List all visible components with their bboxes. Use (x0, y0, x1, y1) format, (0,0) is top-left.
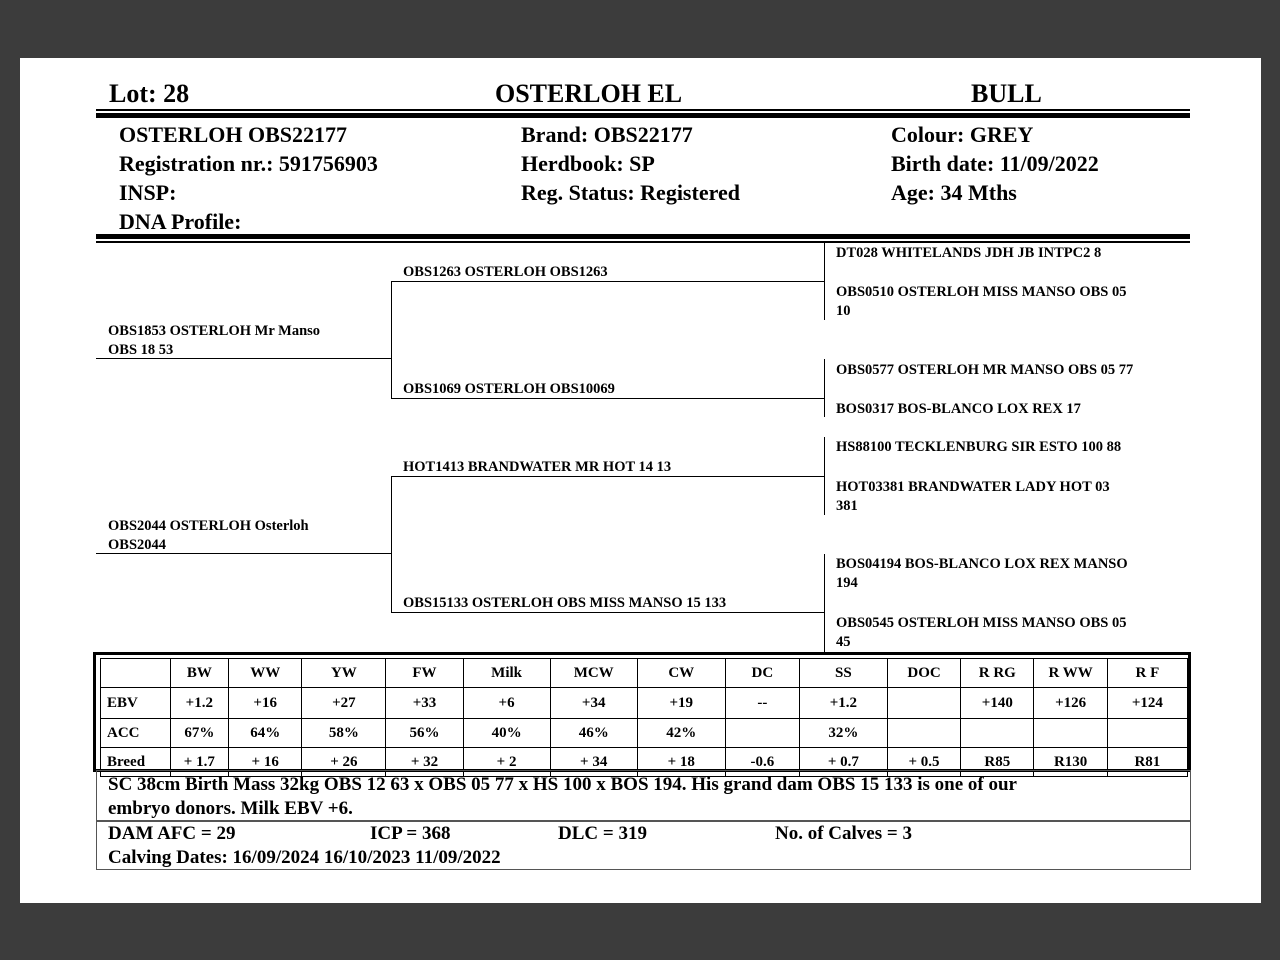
pedigree-g3-5: HS88100 TECKLENBURG SIR ESTO 100 88 (836, 439, 1122, 455)
registration-number: Registration nr.: 591756903 (119, 151, 378, 176)
pedigree-g3-8: OBS0545 OSTERLOH MISS MANSO OBS 05 45 (836, 615, 1127, 650)
dam-afc: DAM AFC = 29 (108, 823, 236, 844)
info-col-3 (891, 120, 1099, 207)
birth-date: Birth date: 11/09/2022 (891, 151, 1099, 176)
animal-id: OSTERLOH OBS22177 (119, 122, 348, 147)
info-rule-thick (96, 234, 1190, 239)
g2-line-2 (391, 398, 825, 399)
ebv-header-row: BW WW YW FW Milk MCW CW DC SS DOC R RG R WW R F (101, 659, 1188, 688)
pedigree-g3-3: OBS0577 OSTERLOH MR MANSO OBS 05 77 (836, 362, 1134, 378)
header-rule-thick (96, 113, 1190, 118)
comment-line-2: embryo donors. Milk EBV +6. (108, 798, 353, 819)
g3-bracket-1 (824, 242, 825, 320)
g2-line-4 (391, 612, 825, 613)
info-col-1 (119, 120, 378, 236)
dam-dlc: DLC = 319 (558, 823, 647, 844)
brand: Brand: OBS22177 (521, 122, 693, 147)
pedigree-dam: OBS2044 OSTERLOH Osterloh OBS2044 (108, 518, 309, 553)
insp: INSP: (119, 180, 177, 205)
pedigree-g3-1: DT028 WHITELANDS JDH JB INTPC2 8 (836, 245, 1102, 261)
dam-icp: ICP = 368 (370, 823, 451, 844)
reg-status: Reg. Status: Registered (521, 180, 740, 205)
breed-row: Breed + 1.7 + 16 + 26 + 32 + 2 + 34 + 18 -0.6 + 0.7 + 0.5 R85 R130 R81 (101, 748, 1188, 777)
herdbook: Herdbook: SP (521, 151, 655, 176)
ebv-table (100, 658, 1188, 777)
pedigree-sire: OBS1853 OSTERLOH Mr Manso OBS 18 53 (108, 323, 321, 358)
dam-line (96, 553, 392, 554)
pedigree-g3-2: OBS0510 OSTERLOH MISS MANSO OBS 05 10 (836, 284, 1127, 319)
pedigree-granddam-maternal: OBS15133 OSTERLOH OBS MISS MANSO 15 133 (403, 595, 727, 611)
header-rule-thin (96, 109, 1190, 111)
calving-dates: Calving Dates: 16/09/2024 16/10/2023 11/09/2022 (108, 847, 501, 868)
sire-bracket (391, 281, 392, 399)
dam-calves: No. of Calves = 3 (775, 823, 912, 844)
age: Age: 34 Mths (891, 180, 1017, 205)
g2-line-1 (391, 281, 825, 282)
pedigree-grandsire-maternal: HOT1413 BRANDWATER MR HOT 14 13 (403, 459, 672, 475)
ebv-row: EBV +1.2 +16 +27 +33 +6 +34 +19 -- +1.2 +140 +126 +124 (101, 688, 1188, 719)
animal-name: OSTERLOH EL (495, 79, 683, 108)
animal-sex: BULL (971, 79, 1042, 108)
dna-profile: DNA Profile: (119, 209, 242, 234)
sire-line (96, 358, 392, 359)
comment-line-1: SC 38cm Birth Mass 32kg OBS 12 63 x OBS 05 77 x HS 100 x BOS 194. His grand dam OBS 15 133 is one of our (108, 774, 1017, 795)
g3-bracket-4 (824, 554, 825, 654)
info-rule-thin (96, 241, 1190, 243)
g3-bracket-2 (824, 359, 825, 417)
pedigree-g3-7: BOS04194 BOS-BLANCO LOX REX MANSO 194 (836, 556, 1128, 591)
info-col-2 (521, 120, 740, 207)
g3-bracket-3 (824, 437, 825, 515)
colour: Colour: GREY (891, 122, 1034, 147)
g2-line-3 (391, 476, 825, 477)
pedigree-granddam-paternal: OBS1069 OSTERLOH OBS10069 (403, 381, 615, 397)
pedigree-g3-6: HOT03381 BRANDWATER LADY HOT 03 381 (836, 479, 1110, 514)
pedigree-g3-4: BOS0317 BOS-BLANCO LOX REX 17 (836, 401, 1081, 417)
acc-row: ACC 67% 64% 58% 56% 40% 46% 42% 32% (101, 719, 1188, 748)
lot-number: Lot: 28 (109, 79, 190, 108)
pedigree-grandsire-paternal: OBS1263 OSTERLOH OBS1263 (403, 264, 608, 280)
dam-bracket (391, 476, 392, 613)
